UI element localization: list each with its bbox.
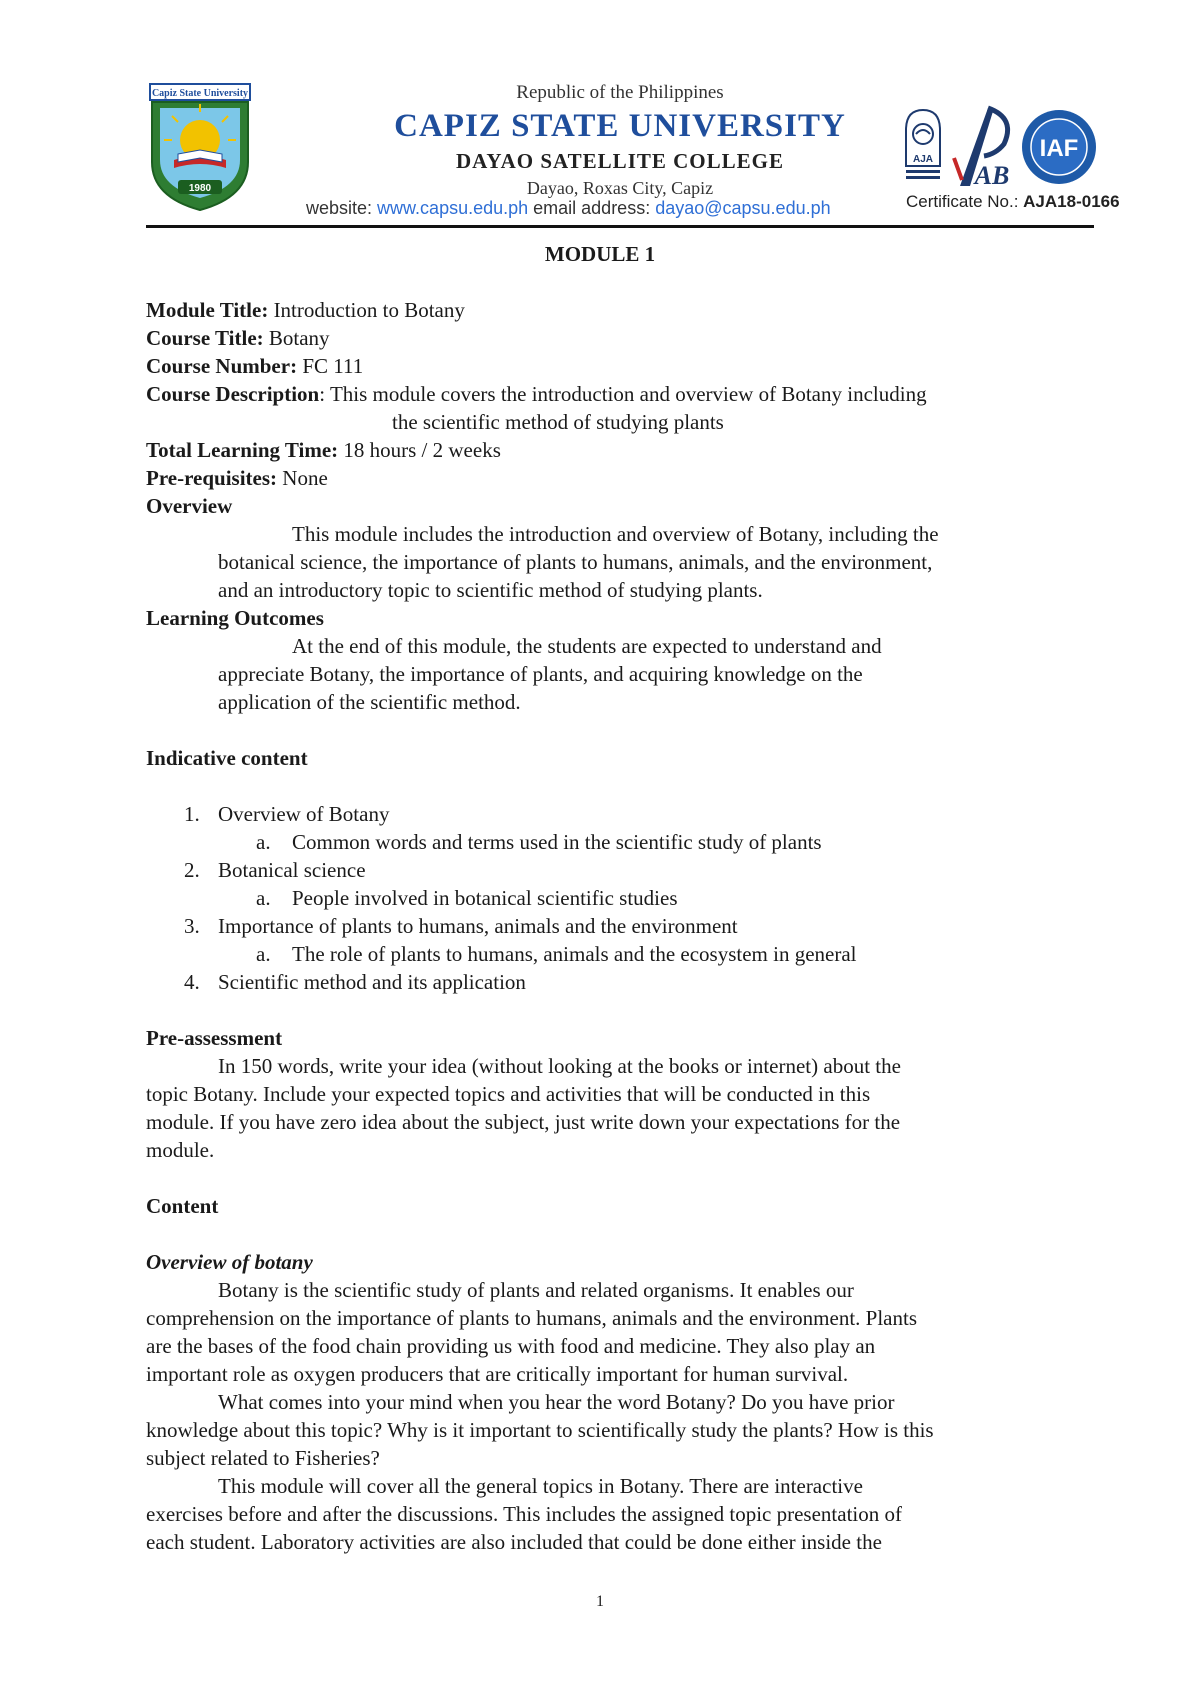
list-item-number: 4. bbox=[184, 970, 200, 994]
overview-of-botany-heading: Overview of botany bbox=[146, 1250, 313, 1274]
overview-line: botanical science, the importance of plants to humans, animals, and the environment, bbox=[218, 550, 933, 574]
letterhead bbox=[320, 82, 920, 200]
content-paragraph-line: each student. Laboratory activities are also included that could be done either inside the bbox=[146, 1530, 882, 1554]
sub-list-item: People involved in botanical scientific studies bbox=[292, 886, 678, 910]
pre-assessment-heading: Pre-assessment bbox=[146, 1026, 283, 1050]
prerequisites-value: None bbox=[277, 466, 328, 490]
content-heading: Content bbox=[146, 1194, 219, 1218]
sub-list-item: Common words and terms used in the scientific study of plants bbox=[292, 830, 822, 854]
list-item: Importance of plants to humans, animals and the environment bbox=[218, 914, 738, 938]
content-paragraph-line: subject related to Fisheries? bbox=[146, 1446, 380, 1470]
learning-outcomes-line: appreciate Botany, the importance of plants, and acquiring knowledge on the bbox=[218, 662, 863, 686]
college-address: Dayao, Roxas City, Capiz bbox=[526, 178, 714, 198]
sub-item-marker: a. bbox=[256, 942, 271, 966]
college-name: DAYAO SATELLITE COLLEGE bbox=[455, 149, 784, 173]
course-description-text: : This module covers the introduction and overview of Botany including bbox=[319, 382, 927, 406]
iaf-text: IAF bbox=[1039, 135, 1079, 162]
overview-line: This module includes the introduction and overview of Botany, including the bbox=[292, 522, 939, 546]
course-number-label: Course Number: bbox=[146, 354, 298, 378]
ab-logo bbox=[948, 104, 1018, 190]
learning-outcomes-heading: Learning Outcomes bbox=[146, 606, 324, 630]
certificate-line bbox=[906, 192, 1120, 212]
list-item-number: 3. bbox=[184, 914, 200, 938]
learning-outcomes-line: At the end of this module, the students are expected to understand and bbox=[292, 634, 882, 658]
content-paragraph-line: important role as oxygen producers that are critically important for human survival. bbox=[146, 1362, 849, 1386]
content-paragraph-line: Botany is the scientific study of plants and related organisms. It enables our bbox=[218, 1278, 854, 1302]
page-number: 1 bbox=[596, 1593, 604, 1610]
overview-line: and an introductory topic to scientific method of studying plants. bbox=[218, 578, 763, 602]
ab-text: AB bbox=[974, 161, 1010, 190]
list-item: Botanical science bbox=[218, 858, 366, 882]
sub-item-marker: a. bbox=[256, 830, 271, 854]
seal-text: Capiz State University bbox=[151, 88, 249, 99]
module-title-line bbox=[146, 296, 465, 324]
content-paragraph-line: This module will cover all the general topics in Botany. There are interactive bbox=[218, 1474, 863, 1498]
learning-time-label: Total Learning Time: bbox=[146, 438, 339, 462]
iaf-logo bbox=[1020, 108, 1098, 186]
course-description-line bbox=[146, 380, 927, 408]
course-number-value: FC 111 bbox=[297, 354, 364, 378]
content-paragraph-line: comprehension on the importance of plants to humans, animals and the environment. Plants bbox=[146, 1306, 918, 1330]
list-item-number: 1. bbox=[184, 802, 200, 826]
content-paragraph-line: knowledge about this topic? Why is it important to scientifically study the plants? How is this bbox=[146, 1418, 934, 1442]
email-link[interactable]: dayao@capsu.edu.ph bbox=[655, 198, 831, 218]
indicative-content-heading: Indicative content bbox=[146, 746, 308, 770]
content-paragraph-line: are the bases of the food chain providing us with food and medicine. They also play an bbox=[146, 1334, 876, 1358]
list-item-number: 2. bbox=[184, 858, 200, 882]
email-label: email address: bbox=[528, 198, 656, 218]
website-link[interactable]: www.capsu.edu.ph bbox=[377, 198, 529, 218]
module-title-label: Module Title: bbox=[146, 298, 269, 322]
learning-time-value: 18 hours / 2 weeks bbox=[338, 438, 501, 462]
content-paragraph-line: What comes into your mind when you hear the word Botany? Do you have prior bbox=[218, 1390, 895, 1414]
website-label: website: bbox=[306, 198, 378, 218]
course-number-line bbox=[146, 352, 363, 380]
module-heading: MODULE 1 bbox=[544, 242, 656, 266]
course-description-continued: the scientific method of studying plants bbox=[392, 410, 724, 434]
sub-item-marker: a. bbox=[256, 886, 271, 910]
pre-assessment-line: In 150 words, write your idea (without looking at the books or internet) about the bbox=[218, 1054, 901, 1078]
prerequisites-line bbox=[146, 464, 328, 492]
header-divider bbox=[146, 225, 1094, 228]
course-title-label: Course Title: bbox=[146, 326, 264, 350]
certificate-label: Certificate No.: bbox=[906, 192, 1024, 211]
pre-assessment-line: module. bbox=[146, 1138, 215, 1162]
sub-list-item: The role of plants to humans, animals and the ecosystem in general bbox=[292, 942, 857, 966]
contact-line bbox=[306, 198, 906, 219]
university-seal-logo bbox=[148, 82, 252, 212]
aja-logo bbox=[902, 108, 944, 188]
course-description-label: Course Description bbox=[146, 382, 320, 406]
certificate-number: AJA18-0166 bbox=[1023, 192, 1120, 211]
course-title-value: Botany bbox=[263, 326, 330, 350]
pre-assessment-line: module. If you have zero idea about the subject, just write down your expectations for the bbox=[146, 1110, 901, 1134]
module-title-value: Introduction to Botany bbox=[268, 298, 465, 322]
learning-outcomes-line: application of the scientific method. bbox=[218, 690, 521, 714]
aja-text: AJA bbox=[912, 154, 934, 165]
pre-assessment-line: topic Botany. Include your expected topics and activities that will be conducted in this bbox=[146, 1082, 871, 1106]
seal-year: 1980 bbox=[188, 183, 212, 194]
republic-line: Republic of the Philippines bbox=[516, 82, 724, 103]
course-title-line bbox=[146, 324, 330, 352]
university-name: CAPIZ STATE UNIVERSITY bbox=[394, 108, 846, 144]
learning-time-line bbox=[146, 436, 501, 464]
content-paragraph-line: exercises before and after the discussions. This includes the assigned topic presentation of bbox=[146, 1502, 902, 1526]
overview-heading: Overview bbox=[146, 494, 233, 518]
prerequisites-label: Pre-requisites: bbox=[146, 466, 278, 490]
list-item: Overview of Botany bbox=[218, 802, 390, 826]
list-item: Scientific method and its application bbox=[218, 970, 526, 994]
